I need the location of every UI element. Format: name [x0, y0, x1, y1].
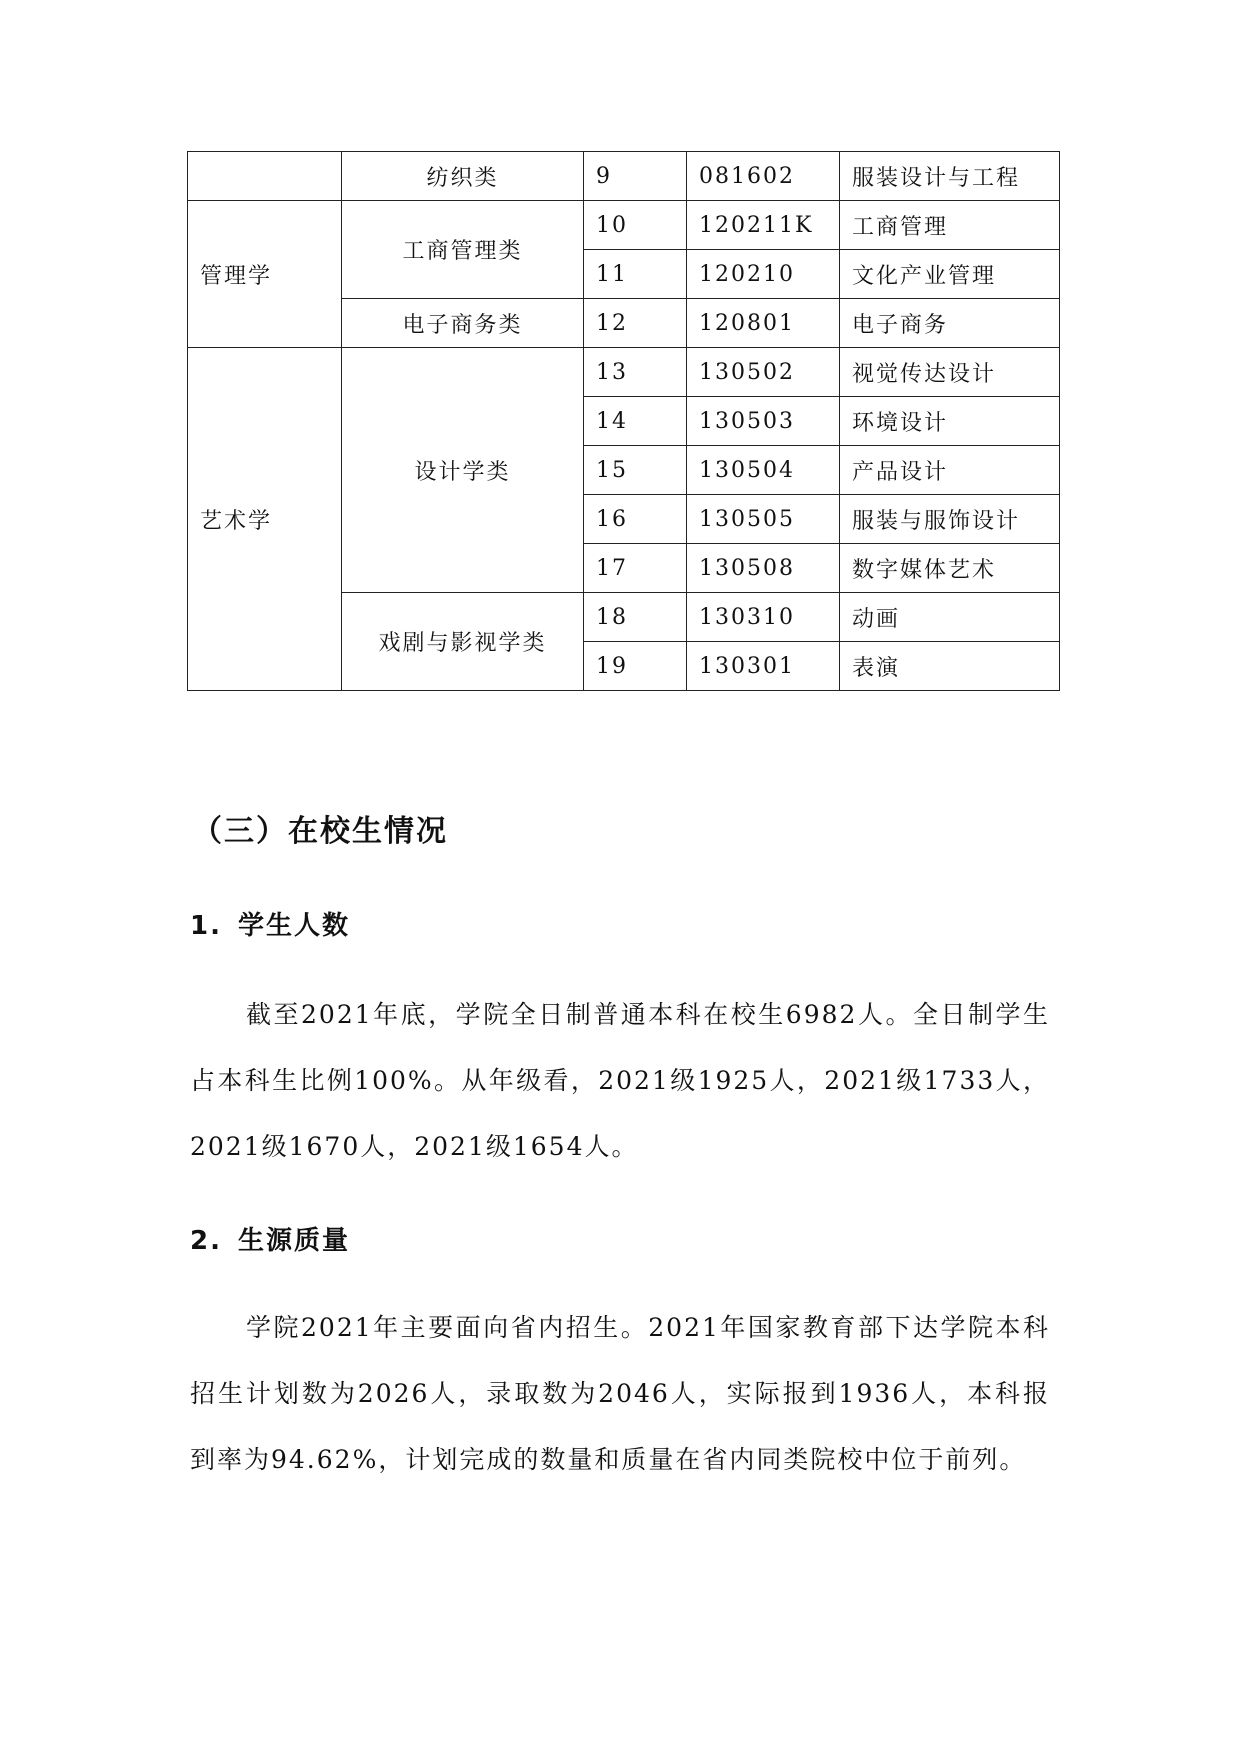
subsection-title: 生源质量 [237, 1226, 350, 1256]
subsection-number: 1. [190, 911, 222, 941]
number-cell: 11 [584, 250, 687, 299]
major-name-cell: 服装设计与工程 [840, 152, 1060, 201]
major-name-cell: 服装与服饰设计 [840, 495, 1060, 544]
major-name-cell: 数字媒体艺术 [840, 544, 1060, 593]
major-name-cell: 工商管理 [840, 201, 1060, 250]
number-cell: 9 [584, 152, 687, 201]
code-cell: 130508 [687, 544, 840, 593]
major-name-cell: 产品设计 [840, 446, 1060, 495]
number-cell: 12 [584, 299, 687, 348]
code-cell: 130301 [687, 642, 840, 691]
category-cell: 纺织类 [342, 152, 584, 201]
major-name-cell: 视觉传达设计 [840, 348, 1060, 397]
table-row [188, 348, 1060, 397]
discipline-cell: 管理学 [188, 201, 342, 348]
code-cell: 130310 [687, 593, 840, 642]
subsection-heading-student-count [190, 905, 350, 942]
category-cell: 设计学类 [342, 348, 584, 593]
code-cell: 120210 [687, 250, 840, 299]
number-cell: 18 [584, 593, 687, 642]
code-cell: 130503 [687, 397, 840, 446]
number-cell: 17 [584, 544, 687, 593]
paragraph-student-count: 截至2021年底，学院全日制普通本科在校生6982人。全日制学生占本科生比例100%。从年级看，2021级1925人，2021级1733人，2021级1670人，2021级1654人。 [190, 1000, 1050, 1161]
number-cell: 14 [584, 397, 687, 446]
number-cell: 16 [584, 495, 687, 544]
number-cell: 10 [584, 201, 687, 250]
number-cell: 15 [584, 446, 687, 495]
code-cell: 130504 [687, 446, 840, 495]
majors-table [187, 151, 1060, 691]
table-row [188, 201, 1060, 250]
category-cell: 电子商务类 [342, 299, 584, 348]
major-name-cell: 文化产业管理 [840, 250, 1060, 299]
code-cell: 120801 [687, 299, 840, 348]
major-name-cell: 动画 [840, 593, 1060, 642]
subsection-title: 学生人数 [237, 911, 350, 941]
code-cell: 130505 [687, 495, 840, 544]
table-row [188, 152, 1060, 201]
section-heading: （三）在校生情况 [192, 814, 448, 849]
paragraph-source-quality: 学院2021年主要面向省内招生。2021年国家教育部下达学院本科招生计划数为2026人，录取数为2046人，实际报到1936人，本科报到率为94.62%，计划完成的数量和质量在省内同类院校中位于前列。 [190, 1313, 1050, 1474]
code-cell: 081602 [687, 152, 840, 201]
major-name-cell: 电子商务 [840, 299, 1060, 348]
category-cell: 戏剧与影视学类 [342, 593, 584, 691]
subsection-heading-source-quality [190, 1220, 350, 1257]
category-cell: 工商管理类 [342, 201, 584, 299]
major-name-cell: 环境设计 [840, 397, 1060, 446]
code-cell: 120211K [687, 201, 840, 250]
number-cell: 13 [584, 348, 687, 397]
subsection-number: 2. [190, 1226, 222, 1256]
number-cell: 19 [584, 642, 687, 691]
discipline-cell [188, 152, 342, 201]
major-name-cell: 表演 [840, 642, 1060, 691]
code-cell: 130502 [687, 348, 840, 397]
discipline-cell: 艺术学 [188, 348, 342, 691]
